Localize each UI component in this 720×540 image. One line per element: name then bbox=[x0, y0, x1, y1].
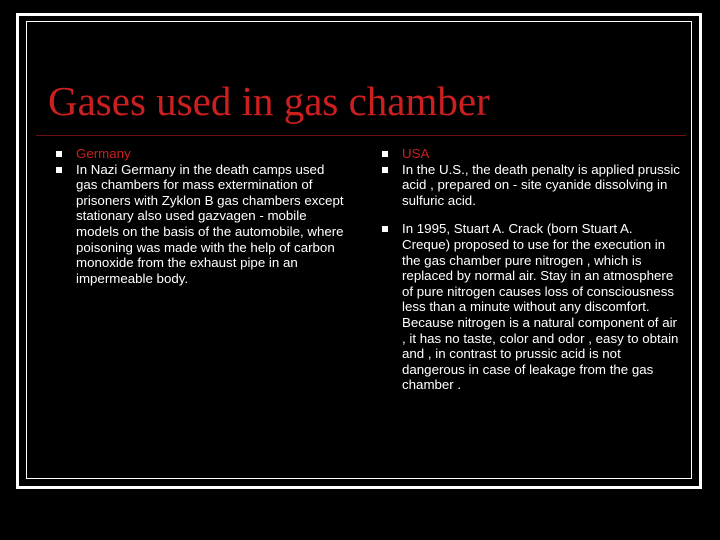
square-bullet-icon bbox=[56, 167, 62, 173]
bullet-usa-heading bbox=[382, 146, 682, 162]
bullet-germany-heading bbox=[56, 146, 346, 162]
bullet-text: In Nazi Germany in the death camps used gas chambers for mass extermination of prisoners with Zyklon B gas chambers except stationary also used gazvagen - mobile models on the basis of the automobile, where poisoning was made with the help of carbon monoxide from the exhaust pipe in an impermeable body. bbox=[76, 161, 344, 286]
right-column bbox=[382, 146, 682, 393]
square-bullet-icon bbox=[56, 151, 62, 157]
left-column bbox=[56, 146, 346, 286]
bullet-text: In 1995, Stuart A. Crack (born Stuart A. Creque) proposed to use for the execution in the gas chamber pure nitrogen , which is replaced by normal air. Stay in an atmosphere of pure nitrogen causes loss of consciousness less than a minute without any discomfort. Because nitrogen is a natural component of air , it has no taste, color and odor , easy to obtain and , in contrast to prussic acid is not dangerous in case of leakage from the gas chamber . bbox=[402, 221, 679, 393]
square-bullet-icon bbox=[382, 151, 388, 157]
title-divider bbox=[36, 135, 686, 136]
bullet-usa-body-1 bbox=[382, 162, 682, 209]
bullet-text: Germany bbox=[76, 146, 131, 161]
bullet-text: In the U.S., the death penalty is applied prussic acid , prepared on - site cyanide dissolving in sulfuric acid. bbox=[402, 161, 680, 208]
slide-title: Gases used in gas chamber bbox=[48, 78, 490, 124]
square-bullet-icon bbox=[382, 226, 388, 232]
bullet-germany-body bbox=[56, 162, 346, 287]
bullet-usa-body-2 bbox=[382, 221, 682, 393]
bullet-text: USA bbox=[402, 146, 430, 161]
square-bullet-icon bbox=[382, 167, 388, 173]
